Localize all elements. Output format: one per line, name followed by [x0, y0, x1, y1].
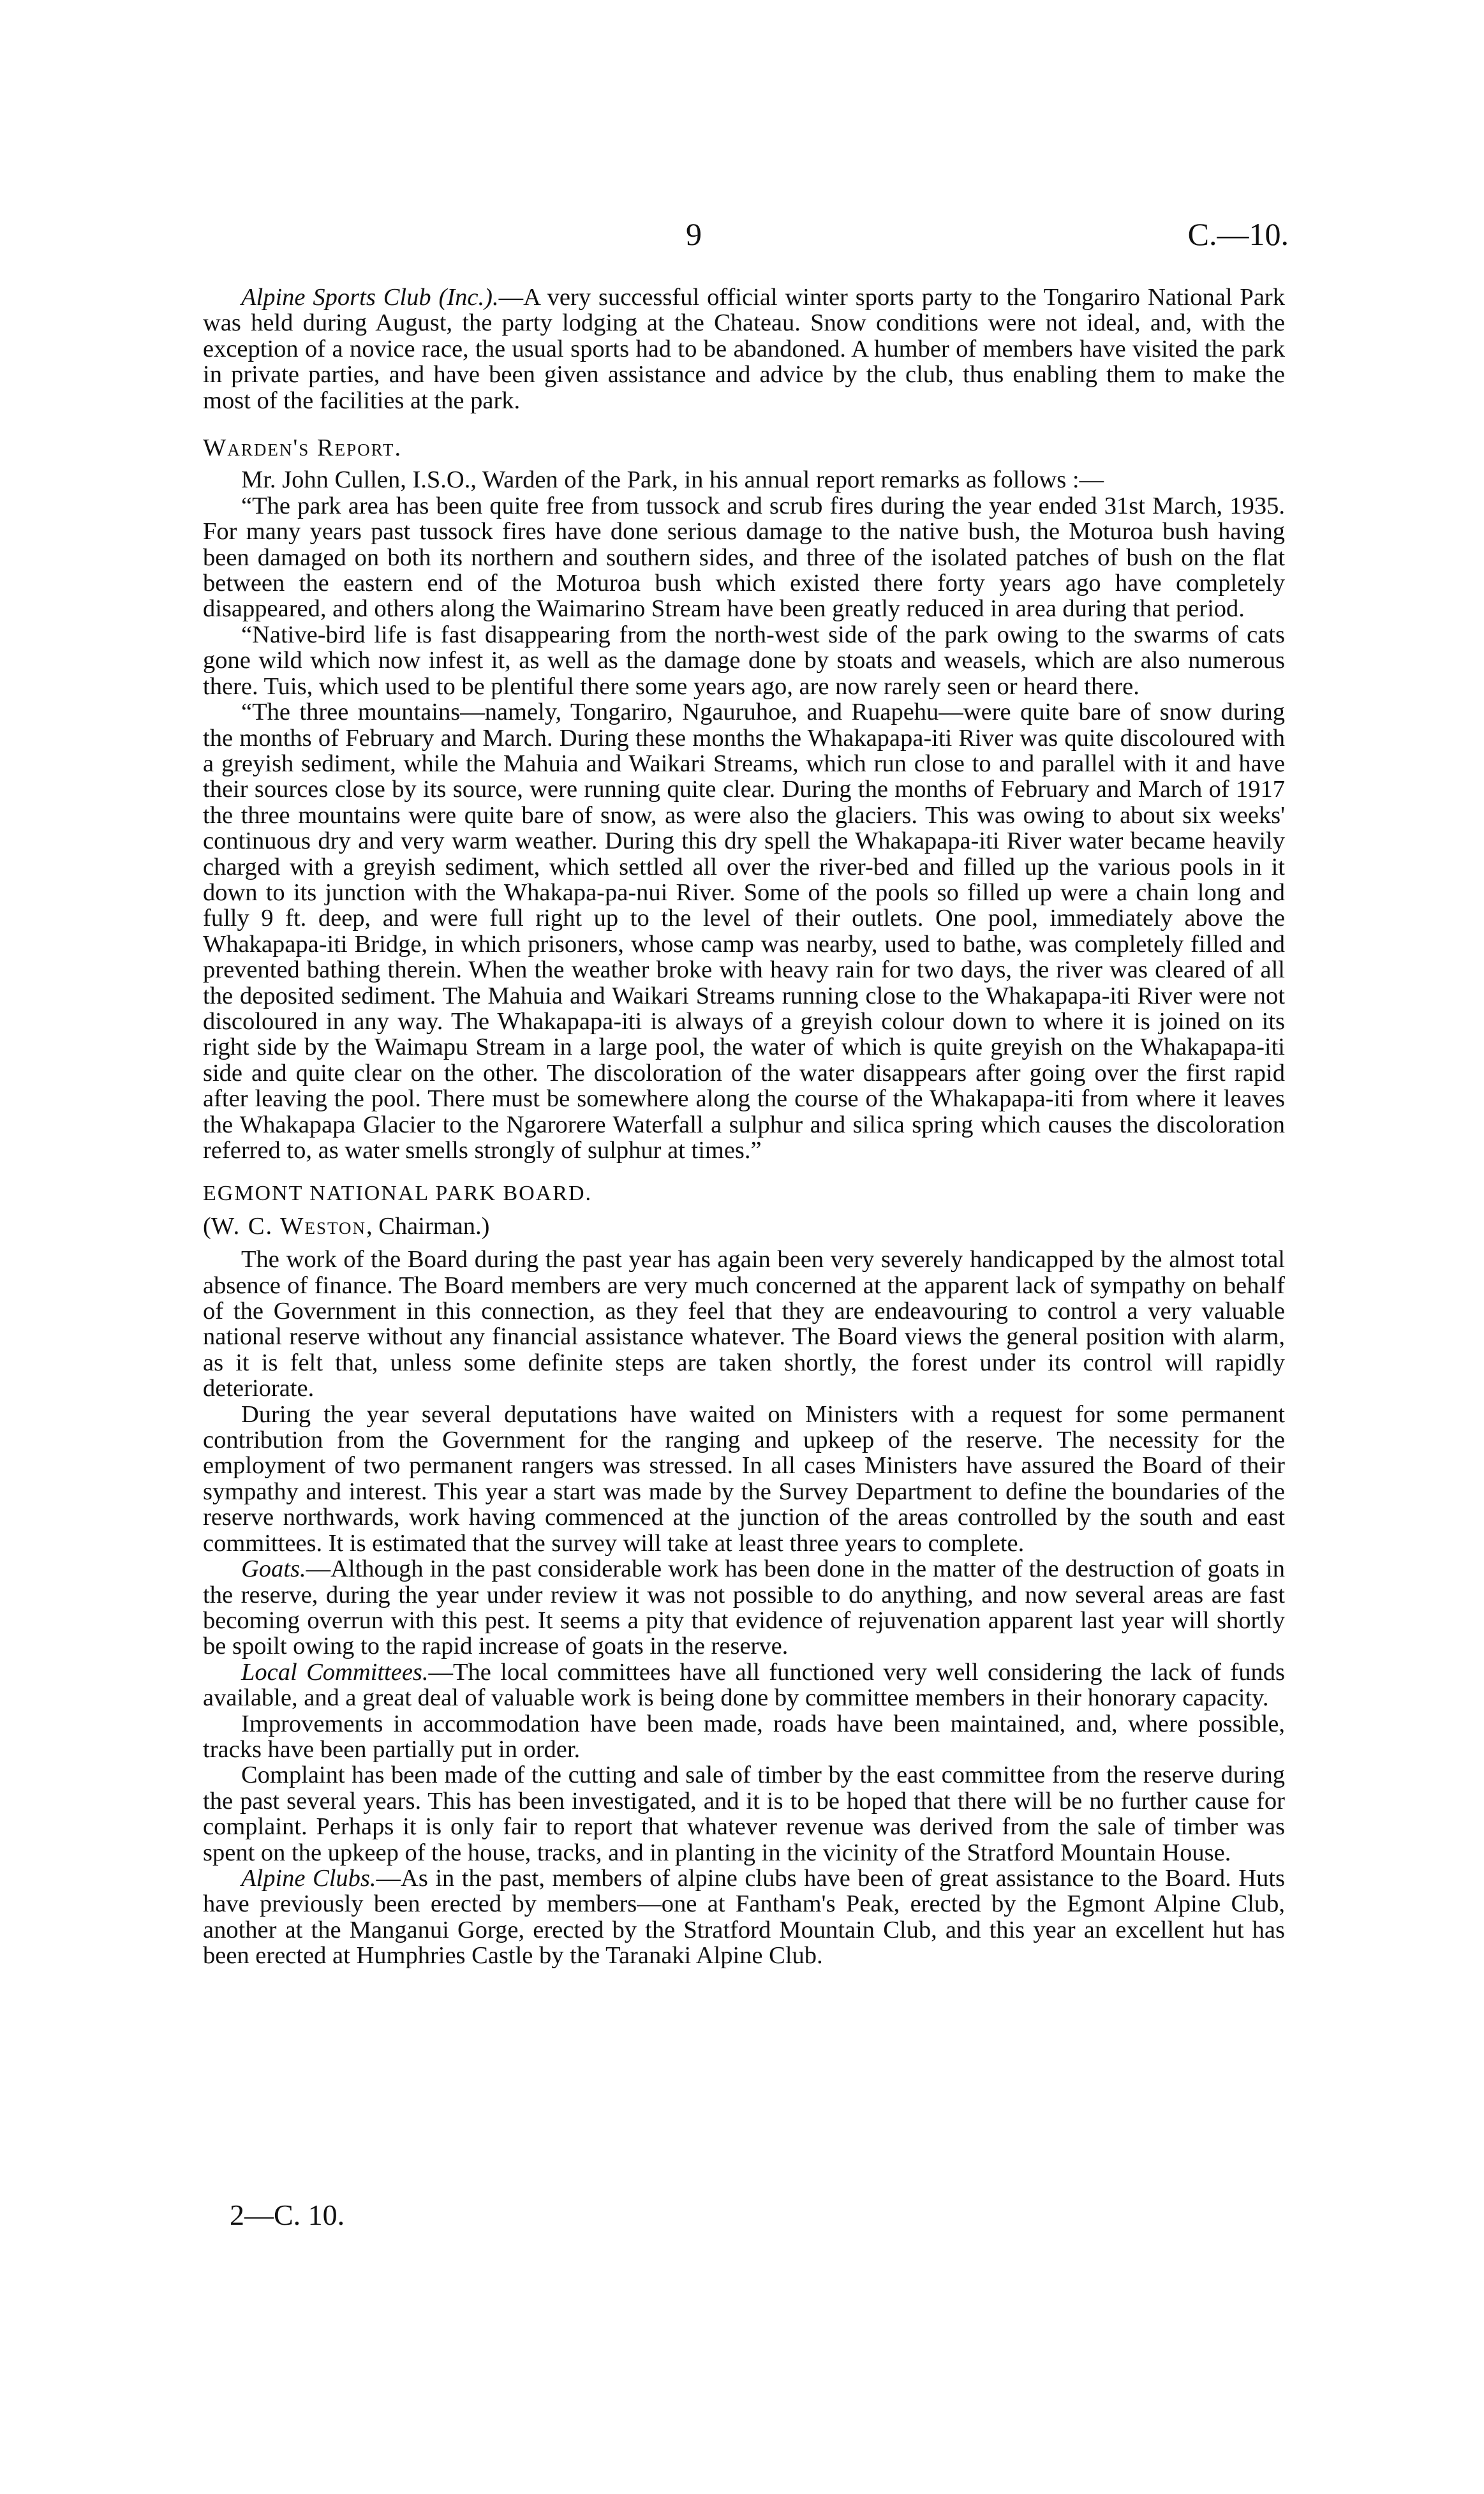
- egmont-paragraph: During the year several deputations have waited on Ministers with a request for some permanent contribution from the Government for the ranging and upkeep of the reserve. The necessity for the employment of two permanent rangers was stressed. In all cases Ministers have assured the Board of their sympathy and interest. This year a start was made by the Survey Department to define the boundaries of the reserve northwards, work having commenced at the junction of the areas controlled by the south and east committees. It is estimated that the survey will take at least three years to complete.: [203, 1400, 1285, 1557]
- alpine-sports-lead: Alpine Sports Club (Inc.).: [241, 284, 499, 311]
- body-text: [203, 285, 1285, 1969]
- document-reference: C.—10.: [1187, 216, 1289, 252]
- alpine-sports-text: —A very successful official winter sports party to the Tongariro National Park was held during August, the party lodging at the Chateau. Snow conditions were not ideal, and, with the exception of a novice race, the usual sports had to be abandoned. A humber of members have visited the park in private parties, and have been given assistance and advice by the club, thus enabling them to make the most of the facilities at the park.: [203, 284, 1286, 414]
- page-number: 9: [686, 216, 702, 252]
- wardens-report-heading: Warden's Report.: [203, 434, 403, 462]
- egmont-chairman: (W. C. Weston, Chairman.): [203, 1212, 490, 1240]
- local-committees-paragraph: [203, 1659, 1285, 1711]
- wardens-paragraph: “The park area has been quite free from tussock and scrub fires during the year ended 31st March, 1935. For many years past tussock fires have done serious damage to the native bush, the Moturoa bush having been damaged on both its northern and southern sides, and three of the isolated patches of bush on the flat between the eastern end of the Moturoa bush which existed there forty years ago have completely disappeared, and others along the Waimarino Stream have been greatly reduced in area during that period.: [203, 492, 1285, 623]
- goats-paragraph: [203, 1556, 1285, 1659]
- complaint-paragraph: Complaint has been made of the cutting and sale of timber by the east committee from the reserve during the past several years. This has been investigated, and it is to be hoped that there will be no further cause for complaint. Perhaps it is only fair to report that whatever revenue was derived from the sale of timber was spent on the upkeep of the house, tracks, and in planting in the vicinity of the Stratford Mountain House.: [203, 1762, 1285, 1866]
- wardens-paragraph: “Native-bird life is fast disappearing from the north-west side of the park owing to the swarms of cats gone wild which now infest it, as well as the damage done by stoats and weasels, which are also numerous there. Tuis, which used to be plentiful there some years ago, are now rarely seen or heard there.: [203, 621, 1285, 700]
- chairman-role: , Chairman.): [366, 1212, 490, 1240]
- wardens-paragraph: “The three mountains—namely, Tongariro, Ngauruhoe, and Ruapehu—were quite bare of snow during the months of February and March. During these months the Whakapapa-iti River was quite discoloured with a greyish sediment, while the Mahuia and Waikari Streams, which run close to and parallel with it and have their sources close by its source, were running quite clear. During the months of February and March of 1917 the three mountains were quite bare of snow, as were also the glaciers. This was owing to about six weeks' continuous dry and very warm weather. During this dry spell the Whakapapa-iti River water became heavily charged with a greyish sediment, which settled all over the river-bed and filled up the various pools in it down to its junction with the Whakapa-pa-nui River. Some of the pools so filled up were a chain long and fully 9 ft. deep, and were full right up to the level of their outlets. One pool, immediately above the Whakapapa-iti Bridge, in which prisoners, whose camp was nearby, used to bathe, was completely filled and prevented bathing therein. When the weather broke with heavy rain for two days, the river was cleared of all the deposited sediment. The Mahuia and Waikari Streams running close to the Whakapapa-iti River were not discoloured in any way. The Whakapapa-iti is always of a greyish colour down to where it is joined on its right side by the Waimapu Stream in a large pool, the water of which is quite greyish on the Whakapapa-iti side and quite clear on the other. The discoloration of the water disappears after going over the first rapid after leaving the pool. There must be somewhere along the course of the Whakapapa-iti from where it leaves the Whakapapa Glacier to the Ngarorere Waterfall a sulphur and silica spring which causes the discoloration referred to, as water smells strongly of sulphur at times.”: [203, 699, 1285, 1164]
- local-committees-text: —The local committees have all functioned very well considering the lack of funds available, and a great deal of valuable work is being done by committee members in their honorary capacity.: [203, 1658, 1285, 1712]
- goats-lead: Goats.: [241, 1555, 306, 1583]
- local-committees-lead: Local Committees.: [241, 1658, 429, 1686]
- page-header: [0, 216, 1484, 260]
- egmont-heading: EGMONT NATIONAL PARK BOARD.: [203, 1182, 593, 1206]
- goats-text: —Although in the past considerable work has been done in the matter of the destruction of goats in the reserve, during the year under review it was not possible to do anything, and now several areas are fast becoming overrun with this pest. It seems a pity that evidence of rejuvenation apparent last year will shortly be spoilt owing to the rapid increase of goats in the reserve.: [203, 1555, 1285, 1660]
- wardens-paragraph: Mr. John Cullen, I.S.O., Warden of the Park, in his annual report remarks as follows :—: [241, 466, 1104, 494]
- chairman-name: W. C. Weston: [211, 1212, 366, 1240]
- alpine-clubs-lead: Alpine Clubs.: [241, 1864, 376, 1892]
- improvements-paragraph: Improvements in accommodation have been made, roads have been maintained, and, where possible, tracks have been partially put in order.: [203, 1710, 1285, 1763]
- egmont-paragraph: The work of the Board during the past year has again been very severely handicapped by the almost total absence of finance. The Board members are very much concerned at the apparent lack of sympathy on behalf of the Government in this connection, as they feel that they are endeavouring to control a very valuable national reserve without any financial assistance whatever. The Board views the general position with alarm, as it is felt that, unless some definite steps are taken shortly, the forest under its control will rapidly deteriorate.: [203, 1246, 1285, 1402]
- alpine-clubs-paragraph: [203, 1866, 1285, 1969]
- alpine-sports-paragraph: [203, 285, 1285, 413]
- signature-mark: 2—C. 10.: [230, 2199, 345, 2231]
- alpine-clubs-text: —As in the past, members of alpine clubs have been of great assistance to the Board. Huts have previously been erected by members—one at Fantham's Peak, erected by the Egmont Alpine Club, another at the Manganui Gorge, erected by the Stratford Mountain Club, and this year an excellent hut has been erected at Humphries Castle by the Taranaki Alpine Club.: [203, 1864, 1286, 1970]
